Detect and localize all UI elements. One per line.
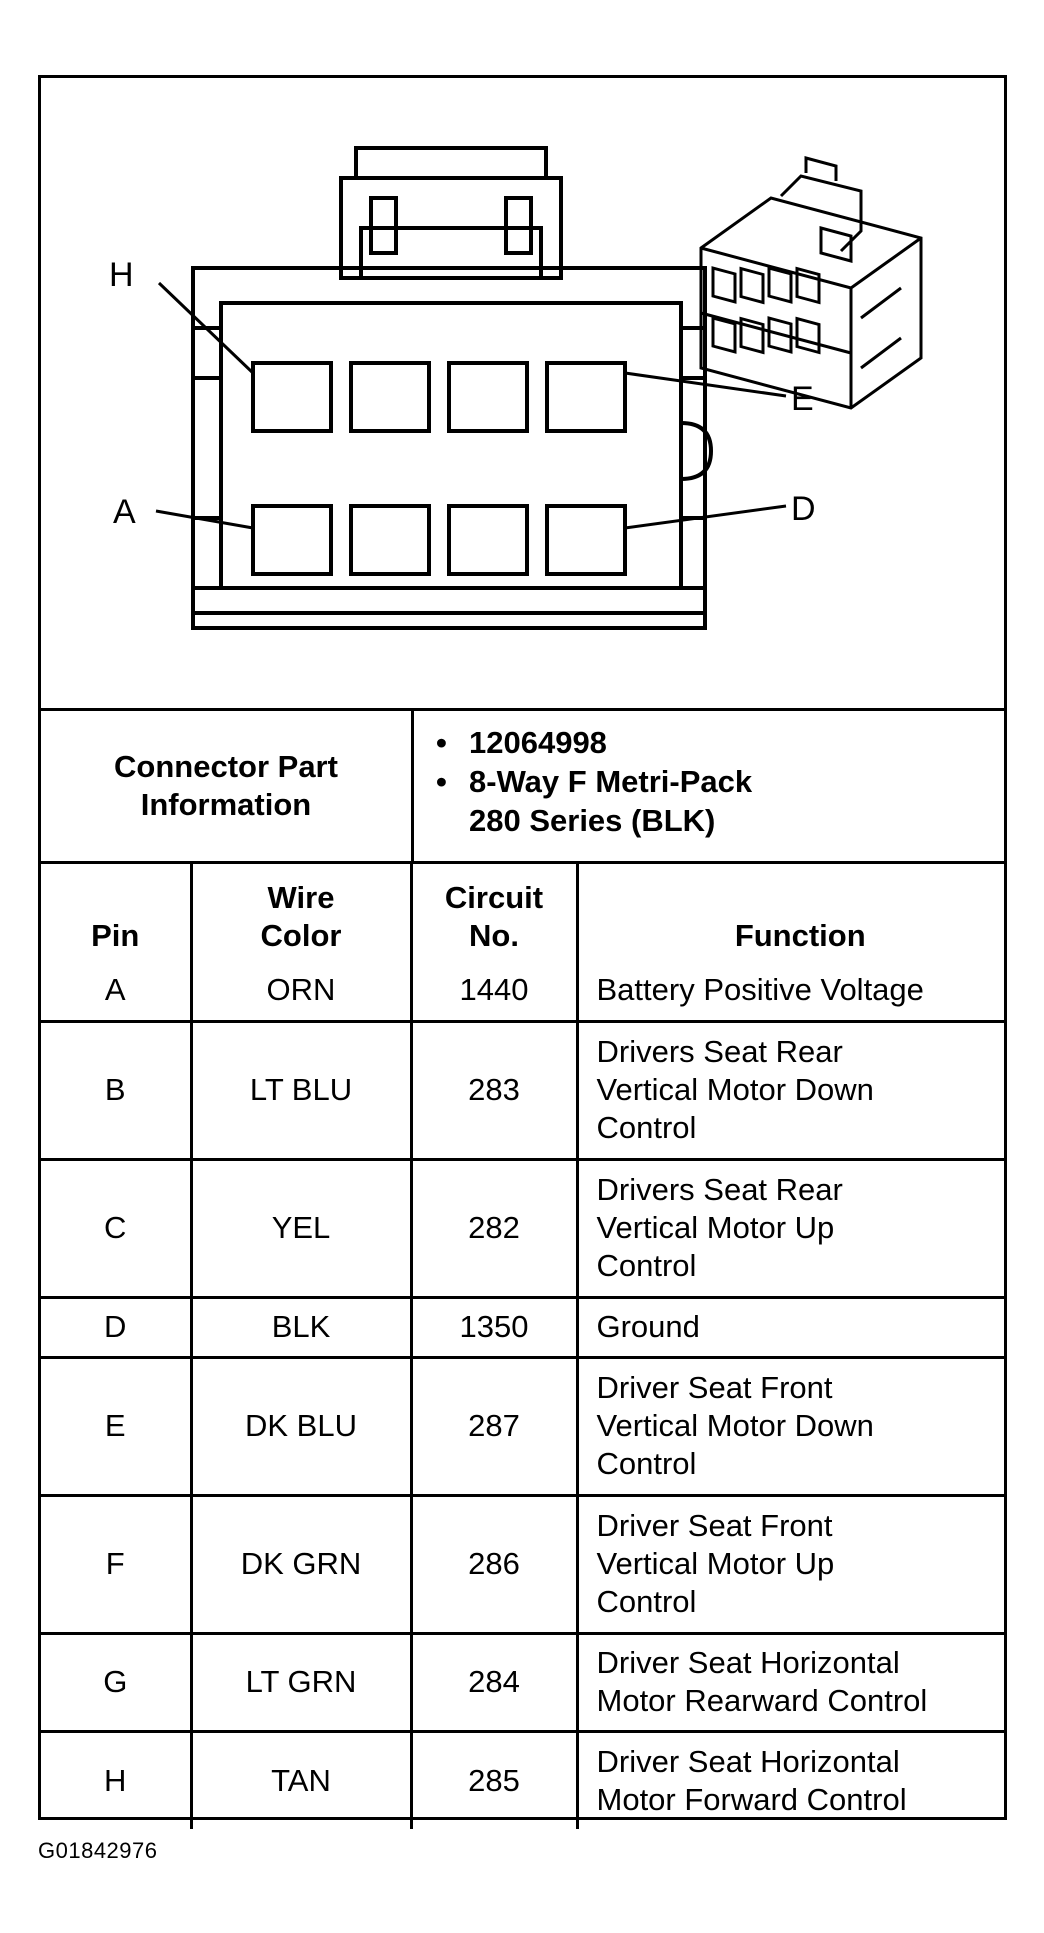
function-cell	[577, 1021, 1004, 1159]
pinout-header-row	[41, 861, 1004, 961]
function-line: Control	[596, 1248, 697, 1283]
wire-color-cell: DK GRN	[191, 1495, 411, 1633]
callout-a: A	[113, 493, 136, 531]
connector-part-info-label	[41, 711, 414, 861]
leader-line-h	[159, 283, 253, 373]
function-line: Driver Seat Horizontal	[596, 1743, 900, 1779]
function-cell	[577, 1357, 1004, 1495]
part-number: • 12064998	[414, 723, 1004, 762]
pin-cell: C	[41, 1159, 191, 1297]
connector-isometric-view	[701, 158, 921, 408]
cavity-g	[351, 363, 429, 431]
function-line: Vertical Motor Down	[596, 1072, 874, 1107]
pin-cell: H	[41, 1731, 191, 1829]
pin-cell: F	[41, 1495, 191, 1633]
latch-slot-right	[506, 198, 531, 253]
function-line: Driver Seat Front	[596, 1370, 833, 1405]
function-cell	[577, 1297, 1004, 1357]
side-tab-right-lower	[681, 518, 705, 588]
circuit-number-cell: 287	[411, 1357, 577, 1495]
pin-cell: G	[41, 1633, 191, 1731]
table-row	[41, 1021, 1004, 1159]
table-row	[41, 1159, 1004, 1297]
pinout-rows	[41, 961, 1004, 1829]
function-line: Control	[596, 1110, 697, 1145]
table-row	[41, 1297, 1004, 1357]
connector-chart-frame	[38, 75, 1007, 1820]
function-line: Vertical Motor Down	[596, 1408, 874, 1443]
header-circuit-line-1: Circuit	[444, 880, 544, 915]
function-line: Motor Rearward Control	[596, 1683, 928, 1718]
function-line: Motor Forward Control	[596, 1781, 907, 1817]
pin-cell: E	[41, 1357, 191, 1495]
cavity-b	[351, 506, 429, 574]
header-function: Function	[577, 861, 1004, 961]
table-row	[41, 961, 1004, 1021]
table-row	[41, 1633, 1004, 1731]
wire-color-cell: DK BLU	[191, 1357, 411, 1495]
function-cell	[577, 1731, 1004, 1829]
side-tab-left-upper	[193, 328, 221, 378]
wire-color-cell: ORN	[191, 961, 411, 1021]
circuit-number-cell: 284	[411, 1633, 577, 1731]
connector-figure	[41, 78, 1004, 711]
function-line: Vertical Motor Up	[596, 1546, 835, 1581]
function-line: Vertical Motor Up	[596, 1210, 835, 1245]
function-line: Ground	[596, 1309, 700, 1344]
callout-d: D	[791, 490, 816, 528]
circuit-number-cell: 1350	[411, 1297, 577, 1357]
pin-cell: B	[41, 1021, 191, 1159]
header-wire-color-line-1: Wire	[267, 880, 335, 915]
table-row	[41, 1731, 1004, 1829]
description-line-1: • 8-Way F Metri-Pack	[469, 764, 753, 799]
info-label-line-2: Information	[140, 787, 312, 822]
cavity-a	[253, 506, 331, 574]
function-cell	[577, 961, 1004, 1021]
info-label-line-1: Connector Part	[114, 749, 338, 784]
header-wire-color-line-2: Color	[260, 918, 342, 953]
circuit-number-cell: 286	[411, 1495, 577, 1633]
header-circuit-number	[411, 861, 577, 961]
connector-face-diagram	[41, 78, 1004, 708]
function-cell	[577, 1159, 1004, 1297]
table-row	[41, 1495, 1004, 1633]
cavity-f	[449, 363, 527, 431]
wire-color-cell: BLK	[191, 1297, 411, 1357]
cavity-e	[547, 363, 625, 431]
wire-color-cell: TAN	[191, 1731, 411, 1829]
description-line-2: 280 Series (BLK)	[469, 803, 716, 838]
wire-color-cell: LT BLU	[191, 1021, 411, 1159]
circuit-number-cell: 283	[411, 1021, 577, 1159]
circuit-number-cell: 285	[411, 1731, 577, 1829]
function-line: Control	[596, 1584, 697, 1619]
pinout-table	[41, 861, 1004, 1829]
cavity-h	[253, 363, 331, 431]
function-line: Drivers Seat Rear	[596, 1172, 843, 1207]
leader-line-a	[156, 511, 253, 528]
connector-description	[414, 762, 1004, 840]
function-cell	[577, 1633, 1004, 1731]
latch-slot-left	[371, 198, 396, 253]
function-line: Battery Positive Voltage	[596, 972, 924, 1008]
callout-h: H	[109, 256, 134, 294]
function-line: Drivers Seat Rear	[596, 1034, 843, 1069]
pin-cell: A	[41, 961, 191, 1021]
cavity-c	[449, 506, 527, 574]
figure-id: G01842976	[38, 1838, 158, 1863]
header-wire-color	[191, 861, 411, 961]
callout-e: E	[791, 380, 814, 418]
circuit-number-cell: 282	[411, 1159, 577, 1297]
pin-cell: D	[41, 1297, 191, 1357]
cavity-d	[547, 506, 625, 574]
function-line: Driver Seat Horizontal	[596, 1645, 900, 1680]
function-line: Control	[596, 1446, 697, 1481]
function-cell	[577, 1495, 1004, 1633]
header-pin: Pin	[41, 861, 191, 961]
connector-part-information	[41, 711, 1004, 864]
table-row	[41, 1357, 1004, 1495]
wire-color-cell: LT GRN	[191, 1633, 411, 1731]
latch-top	[356, 148, 546, 178]
side-tab-left-lower	[193, 518, 221, 588]
connector-part-info-list	[414, 723, 1004, 840]
circuit-number-cell: 1440	[411, 961, 577, 1021]
header-circuit-line-2: No.	[469, 918, 519, 953]
wire-color-cell: YEL	[191, 1159, 411, 1297]
function-line: Driver Seat Front	[596, 1508, 833, 1543]
